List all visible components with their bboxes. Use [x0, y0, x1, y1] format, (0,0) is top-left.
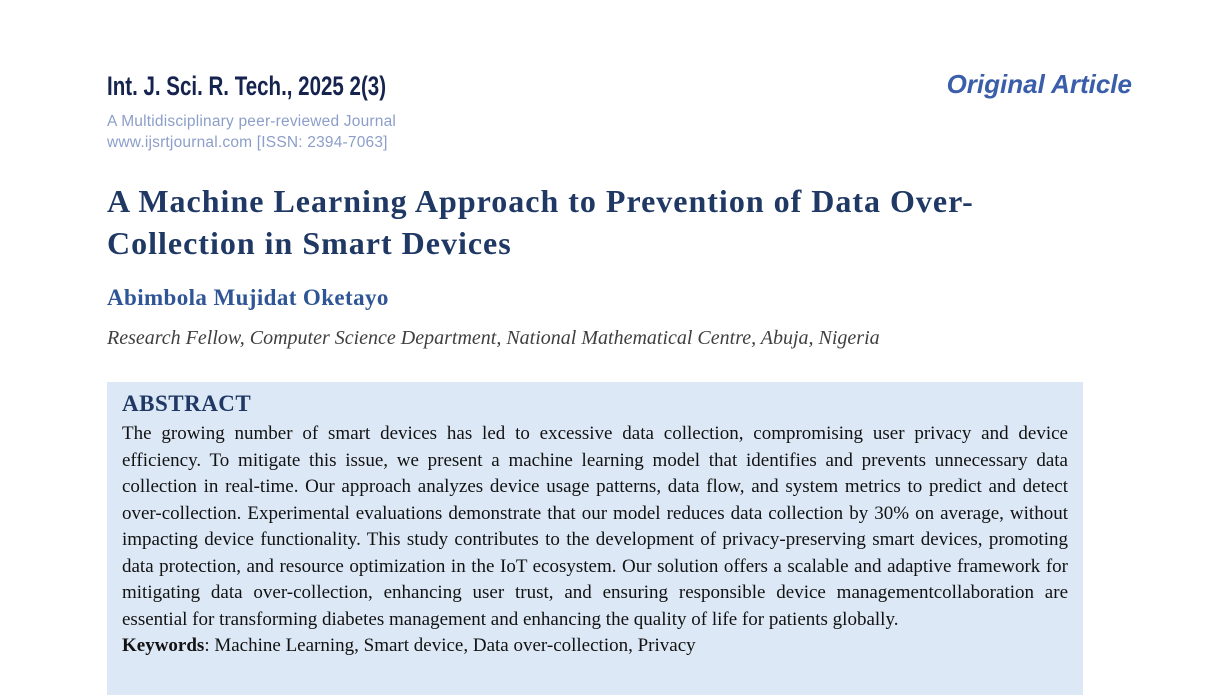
- abstract-heading: ABSTRACT: [122, 391, 252, 416]
- article-type-label: Original Article: [946, 69, 1132, 99]
- paper-title: A Machine Learning Approach to Prevention of Data Over-Collection in Smart Devices: [107, 183, 974, 261]
- keywords-label: Keywords: [122, 635, 205, 656]
- author-name: Abimbola Mujidat Oketayo: [107, 285, 389, 310]
- abstract-text: The growing number of smart devices has led to excessive data collection, compromising user privacy and device efficiency. To mitigate this issue, we present a machine learning model that identifies and prevents unnecessary data collection in real-time. Our approach analyzes device usage patterns, data flow, and system metrics to predict and detect over-collection. Experimental evaluations demonstrate that our model reduces data collection by 30% on average, without impacting device functionality. This study contributes to the development of privacy-preserving smart devices, promoting data protection, and resource optimization in the IoT ecosystem. Our solution offers a scalable and adaptive framework for mitigating data over-collection, enhancing user trust, and ensuring responsible device managementcollaboration are essential for transforming diabetes management and enhancing the quality of life for patients globally.: [122, 423, 1068, 630]
- journal-name: Int. J. Sci. R. Tech., 2025 2(3): [107, 71, 387, 101]
- journal-website-issn: www.ijsrtjournal.com [ISSN: 2394-7063]: [107, 134, 388, 151]
- keywords-value: : Machine Learning, Smart device, Data over-collection, Privacy: [204, 635, 696, 656]
- author-affiliation: Research Fellow, Computer Science Department, National Mathematical Centre, Abuja, Nigeria: [107, 327, 880, 349]
- abstract-box: [107, 382, 1083, 695]
- journal-subtitle: A Multidisciplinary peer-reviewed Journal: [107, 113, 397, 130]
- journal-header: [107, 71, 474, 153]
- keywords-line: [122, 633, 1068, 660]
